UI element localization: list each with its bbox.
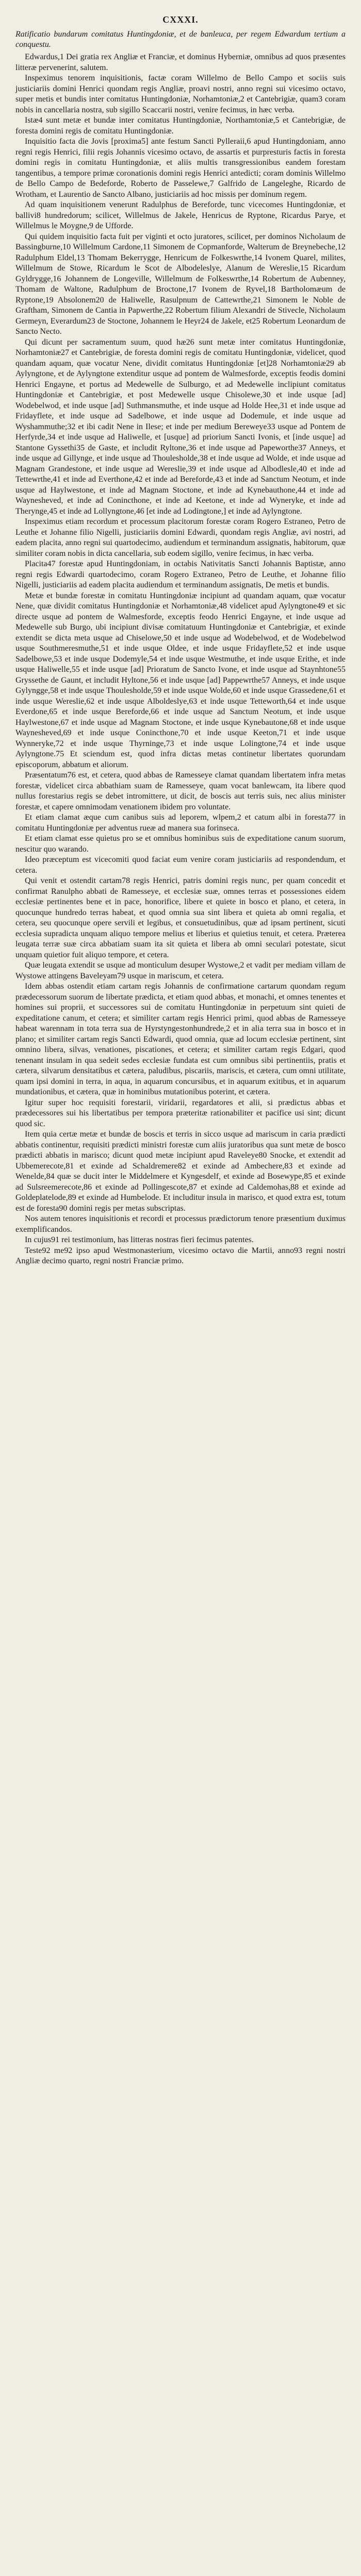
- paragraph: Qui dicunt per sacramentum suum, quod hæ26 sunt metæ inter comitatus Huntingdoniæ, Norhamtoniæ27 et Cantebrigiæ, de foresta domini regis de comitatu Huntingdoniæ, videlicet, quod quandam aquam, quæ vocatur Nene, dividit comitatus Huntingdoniæ [et]28 Norhamtoniæ29 ab Aylyngtone, et de Aylyngtone extenditur usque ad pontem de Walmesforde, exceptis feodis domini Henrici Engayne, et portus ad Medewelle de Sulburgo, et ad Medewelle inclipiunt comitatus Huntingdoniæ et Cantebrigiæ, et post Medewelle usque Chisolewe,30 et inde usque [ad] Wodebelwod, et inde usque [ad] Suthmansmuthe, et inde usque ad Holde Hee,31 et inde usque ad Fridayflete, et inde usque ad Sadelbowe, et inde usque ad Dodemule, et inde usque ad Wyshammuthe;32 et ibi cadit Nene in Ilese; et inde per medium Bereweye33 usque ad Pontem de Herfyrde,34 et inde usque ad Haliwelle, et [usque] ad priorium Sancti Ivonis, et [inde usque] ad Stantone Gyssethi35 de Gaste, et includit Ryltone,36 et inde usque ad Papeworthe37 Anneys, et inde usque ad Gillynge, et inde usque ad Thoulesholde,38 et inde usque ad Wolde, et inde usque ad Magnam Grandestone, et inde usque ad Wereslie,39 et inde usque ad Albodlesle,40 et inde ad Tettewrthe,41 et inde ad Everthone,42 et inde ad Bereforde,43 et inde ad Sanctum Neotum, et inde usque ad Haylwestone, et inde ad Magnam Stoctone, et inde ad Kynebauthone,44 et inde ad Waynesheved, et inde ad Conincthone, et inde ad Keetone, et inde ad Wyneryke, et inde ad Therynge,45 et inde ad Lollyngtone,46 [et inde ad Lodingtone,] et inde ad Aylyngtone.: [15, 337, 346, 516]
- paragraph: Edwardus,1 Dei gratia rex Angliæ et Franciæ, et dominus Hyberniæ, omnibus ad quos præsentes litteræ pervenerint, salutem.: [15, 53, 346, 72]
- paragraph: Ideo præceptum est vicecomiti quod faciat eum venire coram justiciariis ad respondendum, et cetera.: [15, 855, 346, 875]
- paragraph: Inspeximus etiam recordum et processum placitorum forestæ coram Rogero Estraneo, Petro de Leuthe et Johanne filio Nigelli, justiciariis domini Edwardi, quondam regis Angliæ, avi nostri, ad eadem placita, anno regni sui quartodecimo, audiendum et terminandum assignatis, habitorum, quæ similiter coram nobis in dicta cancellaria, sub eodem sigillo, venire fecimus, in hæc verba.: [15, 517, 346, 558]
- document-rubric: Ratificatio bundarum comitatus Huntingdoniæ, et de banleuca, per regem Edwardum tertium a conquestu.: [15, 30, 346, 49]
- paragraph: Istæ4 sunt metæ et bundæ inter comitatus Huntingdoniæ, Northamtoniæ,5 et Cantebrigiæ, de foresta domini regis de comitatu Huntingdoniæ.: [15, 116, 346, 135]
- paragraph: Et etiam clamat æque cum canibus suis ad leporem, wlpem,2 et catum albi in foresta77 in comitatu Huntingdoniæ per adventus rueæ ad manera sua forinseca.: [15, 813, 346, 833]
- paragraph: Teste92 me92 ipso apud Westmonasterium, vicesimo octavo die Martii, anno93 regni nostri Angliæ decimo quarto, regni nostri Franciæ primo.: [15, 1246, 346, 1265]
- paragraph: Et etiam clamat esse quietus pro se et omnibus hominibus suis de expeditatione canum suorum, nescitur quo warando.: [15, 834, 346, 854]
- paragraph: Qui venit et ostendit cartam78 regis Henrici, patris domini regis nunc, per quam concedit et confirmat Ranulpho abbati de Ramesseye, et ecclesiæ suæ, omnes terras et possessiones eidem ecclesiæ pertinentes bene et in pace, honorifice, libere et quiete in bosco et plano, et cetera, in quocunque hundredo terras habeat, et quod omnia sua sint libera et quieta ab omni regalia, et cetera, seu quocunque opere servili et legibus, et consuetudinibus, quæ ad ipsam pertinent, sicuti ecclesia supradicta unquam aliquo tempore melius et liberius et quietius tenuit, et cetera. Præterea leugata terræ suæ circa abbatiam suam ita sit quieta et libera ab omni seculari potestate, sicut unquam quietior fuit aliquo tempore, et cetera.: [15, 876, 346, 959]
- paragraph: Item quia certæ metæ et bundæ de boscis et terris in sicco usque ad mariscum in caria prædicti abbatis continentur, requisiti prædicti ministri forestæ cum aliis juratoribus qua sunt metæ de bosco prædicti abbatis in marisco; dicunt quod metæ incipiunt apud Raveleye80 Snocke, et extendit ad Ubbemerecote,81 et exinde ad Schaldremere82 et exinde ad Ambechere,83 et exinde ad Wenelde,84 quæ se ducit inter le Middelmere et Kyngesdelf, et exinde ad Bosewype,85 et exinde ad Sulsreemerecote,86 et exinde ad Pollingescote,87 et exinde ad Caldemohas,88 et exinde ad Goldeplatelode,89 et exinde ad Humbelode. Et includitur insula in marisco, et quod extra est, totum est de foresta90 domini regis per metas subscriptas.: [15, 1130, 346, 1213]
- paragraph: Placita47 forestæ apud Huntingdoniam, in octabis Nativitatis Sancti Johannis Baptistæ, anno regni regis Edwardi quartodecimo, coram Rogero Extraneo, Petro de Leuthe, et Johanne filio Nigelli, justiciariis ad eadem placita audiendum et terminandum assignatis, De metis et bundis.: [15, 560, 346, 589]
- paragraph: Præsentatum76 est, et cetera, quod abbas de Ramesseye clamat quandam libertatem infra metas forestæ, videlicet circa abbathiam suam de Ramesseye, quam vocat banlewcam, ita libere quod nullus forestarius regis se debet intromittere, ut dicit, de boscis aut terris suis, nec alius minister forestæ, et capere omnimodam venationem ibidem pro voluntate.: [15, 771, 346, 811]
- paragraph: Quæ leugata extendit se usque ad monticulum desuper Wystowe,2 et vadit per mediam villam de Wystowe attingens Baveleyam79 usque in mariscum, et cetera.: [15, 961, 346, 980]
- document-body: [15, 52, 346, 1267]
- paragraph: Inquisitio facta die Jovis [proxima5] ante festum Sancti Pylleraii,6 apud Huntingdoniam, anno regni regis Henrici, filii regis Johannis vicesimo octavo, de assartis et purpresturis factis in foresta domini regis in comitatu Huntingdoniæ, et aliis multis transgressionibus eandem forestam tangentibus, a tempore primæ coronationis domini regis Henrici antedicti; coram dominis Willelmo de Bello Campo de Bedeforde, Roberto de Passelewe,7 Galfrido de Langeleghe, Ricardo de Wrotham, et Laurentio de Sancto Albano, justiciariis ad hoc missis per dominum regem.: [15, 137, 346, 199]
- document-number: CXXXI.: [162, 14, 199, 25]
- paragraph: Nos autem tenores inquisitionis et recordi et processus prædictorum tenore præsentium duximus exemplificandos.: [15, 1214, 346, 1234]
- paragraph: Inspeximus tenorem inquisitionis, factæ coram Willelmo de Bello Campo et sociis suis justiciariis domini Henrici quondam regis Angliæ, proavi nostri, anno regni sui vicesimo octavo, super metis et bundis inter comitatus Huntingdoniæ, Norhamtoniæ,2 et Cantebrigiæ, quam3 coram nobis in cancellaria nostra, sub sigillo Scaccarii nostri, venire fecimus, in hæc verba.: [15, 74, 346, 114]
- paragraph: Ad quam inquisitionem venerunt Radulphus de Bereforde, tunc vicecomes Huntingdoniæ, et ballivi8 hundredorum; scilicet, Willelmus de Jakele, Henricus de Ryptone, Ricardus Parye, et Willelmus le Moygne,9 de Ufforde.: [15, 200, 346, 230]
- paragraph: In cujus91 rei testimonium, has litteras nostras fieri fecimus patentes.: [25, 1235, 254, 1244]
- paragraph: Igitur super hoc requisiti forestarii, viridarii, regardatores et alii, si prædictus abbas et prædecessores sui his libertatibus per tempora præteritæ rationabiliter et pacifice usi sint; dicunt quod sic.: [15, 1098, 346, 1128]
- paragraph: Metæ et bundæ forestæ in comitatu Huntingdoniæ incipiunt ad quandam aquam, quæ vocatur Nene, quæ dividit comitatus Huntingdoniæ et Norhamtoniæ,48 videlicet apud Aylyngtone49 et sic directe usque ad pontem de Walmesforde, exceptis feodo Henrici Engayne, et inde usque ad Medewelle sub Burgo, ubi incipiunt divisæ comitatuum Huntingdoniæ et Cantebrigiæ, et exinde extendit se dicta meta usque ad Chiselowe,50 et inde usque ad Wodebelwod, et de Wodebelwod usque Southmeresmuthe,51 et inde usque Oldee, et inde usque Fridayflete,52 et inde usque Sadelbowe,53 et inde usque Dodemyle,54 et inde usque Westmuthe, et inde usque Erithe, et inde usque Haliwelle,55 et inde usque [ad] Prioratum de Sancto Ivone, et inde usque ad Staynhtone55 Gryssethe de Gaunt, et includit Hyltone,56 et inde usque [ad] Pappewrthe57 Anneys, et inde usque Gylyngge,58 et inde usque Thoulesholde,59 et inde usque Wolde,60 et inde usque Grassedene,61 et inde usque Wereslie,62 et inde usque Alboldeslye,63 et inde usque Tetteworth,64 et inde usque Everdone,65 et inde usque Bereforde,66 et inde usque ad Sanctum Neotum, et inde usque Haylwestone,67 et inde usque ad Magnam Stoctone, et inde usque Kynebautone,68 et inde usque Waynesheved,69 et inde usque Conincthone,70 et inde usque Keeton,71 et inde usque Wynneryke,72 et inde usque Thyrninge,73 et inde usque Lolingtone,74 et inde usque Aylyngtone.75 Et sciendum est, quod infra dictas metas continetur libertates quorundam episcoporum, abbatum et aliorum.: [15, 591, 346, 769]
- paragraph: Idem abbas ostendit etiam cartam regis Johannis de confirmatione cartarum quondam regum prædecessorum suorum de libertate prædicta, et etiam quod abbas, et monachi, et omnes tenentes et homines sui proprii, et successores sui de comitatu Huntingdoniæ in perpetuum sint quieti de expeditatione canum, et cetera; et similiter cartam regis Henrici primi, quod abbas de Ramesseye habeat warennam in tota terra sua de Hyrstyngestonhundrede,2 et in alia terra sua in bosco et in plano; et similiter cartam regis Sancti Edwardi, quod omnia, quæ ad locum ecclesiæ pertinent, sint omnino libera, silvas, venationes, piscationes, et cetera; et similiter cartam regis Edgari, quod tenenant insulam in qua sedeit sedes ecclesiæ fundata est cum omnibus sibi pertinentiis, pratis et cætera, silvarum densitatibus et cætera, paludibus, piscariis, mariscis, et cætera, cum omni utilitate, quam ipsi domini in terra, in aqua, in aquarum concursibus, et in aquarum exitibus, et in aquarum mundationibus, et cætera, quæ in hominibus mutationibus poterint, et cætera.: [15, 982, 346, 1096]
- document-page: [15, 0, 346, 1267]
- paragraph: Qui quidem inquisitio facta fuit per viginti et octo juratores, scilicet, per dominos Nicholaum de Bassingburne,10 Willelmum Cardone,11 Simonem de Copmanforde, Walterum de Breynebeche,12 Radulphum Eldel,13 Thomam Bekerrygge, Henricum de Folkeswrthe,14 Ivonem Quarel, milites, Willelmum de Stowe, Ricardum le Scot de Albodeleslye, Alanum de Wereslie,15 Ricardum Gyldrygge,16 Johannem de Longeville, Willelmum de Folkeswrthe,14 Robertum de Aubenney, Thomam de Waltone, Radulphum de Broctone,17 Ivonem de Ryvel,18 Bartholomæum de Ryptone,19 Absolonem20 de Haliwelle, Rasulpnum de Cattewrthe,21 Simonem le Noble de Graftham, Simonem de Cantia in Papwerthe,22 Robertum filium Alexandri de Stivecle, Nicholaum Germeyn, Everardum23 de Stoctone, Johannem le Heyr24 de Jakele, et25 Robertum Leonardum de Sancto Necto.: [15, 232, 346, 336]
